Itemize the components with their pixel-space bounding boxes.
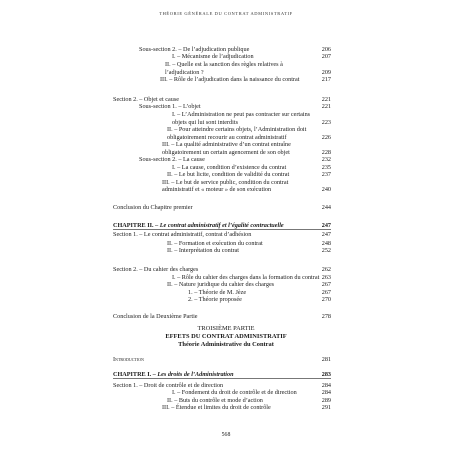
toc-entry-page: 244 (321, 204, 331, 211)
running-head: THÉORIE GÉNÉRALE DU CONTRAT ADMINISTRATIF (159, 11, 293, 16)
toc-entry: Sous-section 1. – L’objet (139, 103, 201, 110)
chapter-2-section-1: Section 1. – Le contrat administratif, contrat d’adhésion (113, 231, 252, 238)
toc-entry-page: 221 (321, 96, 331, 103)
toc-entry: II. – Quelle est la sanction des règles relatives à (165, 61, 283, 68)
page-number: 568 (221, 432, 231, 438)
toc-entry-page: 235 (321, 164, 331, 171)
chapter-2-title: – Le contrat administratif et l’égalité contractuelle (153, 222, 284, 229)
chapter-1-label: CHAPITRE I. (113, 371, 152, 378)
toc-entry-page: 284 (321, 382, 331, 389)
toc-entry: II. – Nature juridique du cahier des charges (167, 281, 275, 288)
toc-entry: Section 2. – Objet et cause (113, 96, 179, 103)
toc-entry-page: 248 (321, 240, 331, 247)
toc-entry: III. – Étendue et limites du droit de contrôle (162, 404, 271, 411)
chapter-1-page: 283 (321, 371, 331, 378)
toc-entry: 2. – Théorie proposée (188, 296, 242, 303)
toc-entry-page: 263 (321, 274, 331, 281)
toc-entry: I. – Fondement du droit de contrôle et de direction (172, 389, 297, 396)
toc-entry: II. – Buts du contrôle et mode d’action (167, 397, 263, 404)
introduction-entry: Introduction (113, 356, 144, 363)
toc-entry: II. – Interprétation du contrat (167, 247, 239, 254)
toc-entry: l’adjudication ? (165, 69, 204, 76)
toc-entry-page: 284 (321, 389, 331, 396)
toc-entry-page: 221 (321, 103, 331, 110)
toc-entry: II. – Le but licite, condition de validité du contrat (167, 171, 290, 178)
toc-entry: I. – La cause, condition d’existence du contrat (172, 164, 287, 171)
chapter-1-title: – Les droits de l’Administration (151, 371, 234, 378)
toc-entry: Sous-section 2. – De l’adjudication publique (139, 46, 250, 53)
toc-entry-page: 223 (321, 119, 331, 126)
toc-entry: Section 1. – Droit de contrôle et de direction (113, 382, 224, 389)
toc-entry-page: 207 (321, 53, 331, 60)
chapter-2-section-1-page: 247 (321, 231, 331, 238)
toc-entry-page: 270 (321, 296, 331, 303)
toc-entry-page: 267 (321, 281, 331, 288)
toc-entry-page: 232 (321, 156, 331, 163)
toc-entry-page: 278 (321, 313, 331, 320)
toc-entry: Section 2. – Du cahier des charges (113, 266, 199, 273)
toc-entry: objets qui lui sont interdits (172, 119, 238, 126)
part-3-subtitle: Théorie Administrative du Contrat (178, 341, 274, 348)
toc-entry-page: 262 (321, 266, 331, 273)
toc-entry: I. – Mécanisme de l’adjudication (172, 53, 254, 60)
toc-entry: Conclusion du Chapitre premier (113, 204, 193, 211)
part-3-title: EFFETS DU CONTRAT ADMINISTRATIF (165, 333, 287, 340)
chapter-2-label: CHAPITRE II. (113, 222, 154, 229)
chapter-2-rule (113, 229, 331, 230)
toc-entry: III. – La qualité administrative d’un contrat entraîne (162, 141, 291, 148)
toc-entry: Conclusion de la Deuxième Partie (113, 313, 198, 320)
toc-entry: obligatoirement un certain agencement de son objet (162, 149, 290, 156)
toc-entry-page: 237 (321, 171, 331, 178)
toc-entry-page: 291 (321, 404, 331, 411)
toc-entry: Sous-section 2. – La cause (139, 156, 205, 163)
toc-entry-page: 252 (321, 247, 331, 254)
toc-entry: I. – L’Administration ne peut pas contracter sur certains (172, 111, 311, 118)
toc-entry: II. – Formation et exécution du contrat (167, 240, 263, 247)
toc-entry-page: 226 (321, 134, 331, 141)
toc-entry-page: 289 (321, 397, 331, 404)
toc-entry: II. – Pour atteindre certains objets, l’Administration doit (167, 126, 307, 133)
chapter-2-heading (113, 222, 284, 229)
toc-entry: III. – Rôle de l’adjudication dans la naissance du contrat (160, 76, 300, 83)
toc-entry-page: 228 (321, 149, 331, 156)
toc-entry: obligatoirement recourir au contrat administratif (167, 134, 287, 141)
part-3-heading: TROISIÈME PARTIE (197, 325, 255, 332)
introduction-page: 281 (321, 356, 331, 363)
toc-entry: administratif et « moteur » de son exécution (162, 186, 272, 193)
toc-entry-page: 209 (321, 69, 331, 76)
toc-entry-page: 217 (321, 76, 331, 83)
chapter-1-rule (113, 378, 331, 379)
toc-entry-page: 240 (321, 186, 331, 193)
toc-entry: 1. – Théorie de M. Jèze (188, 289, 247, 296)
toc-entry-page: 206 (321, 46, 331, 53)
chapter-2-page: 247 (321, 222, 331, 229)
chapter-1-heading (113, 371, 234, 378)
toc-entry: III. – Le but de service public, condition du contrat (162, 179, 289, 186)
toc-entry: I. – Rôle du cahier des charges dans la formation du contrat (172, 274, 320, 281)
toc-entry-page: 267 (321, 289, 331, 296)
